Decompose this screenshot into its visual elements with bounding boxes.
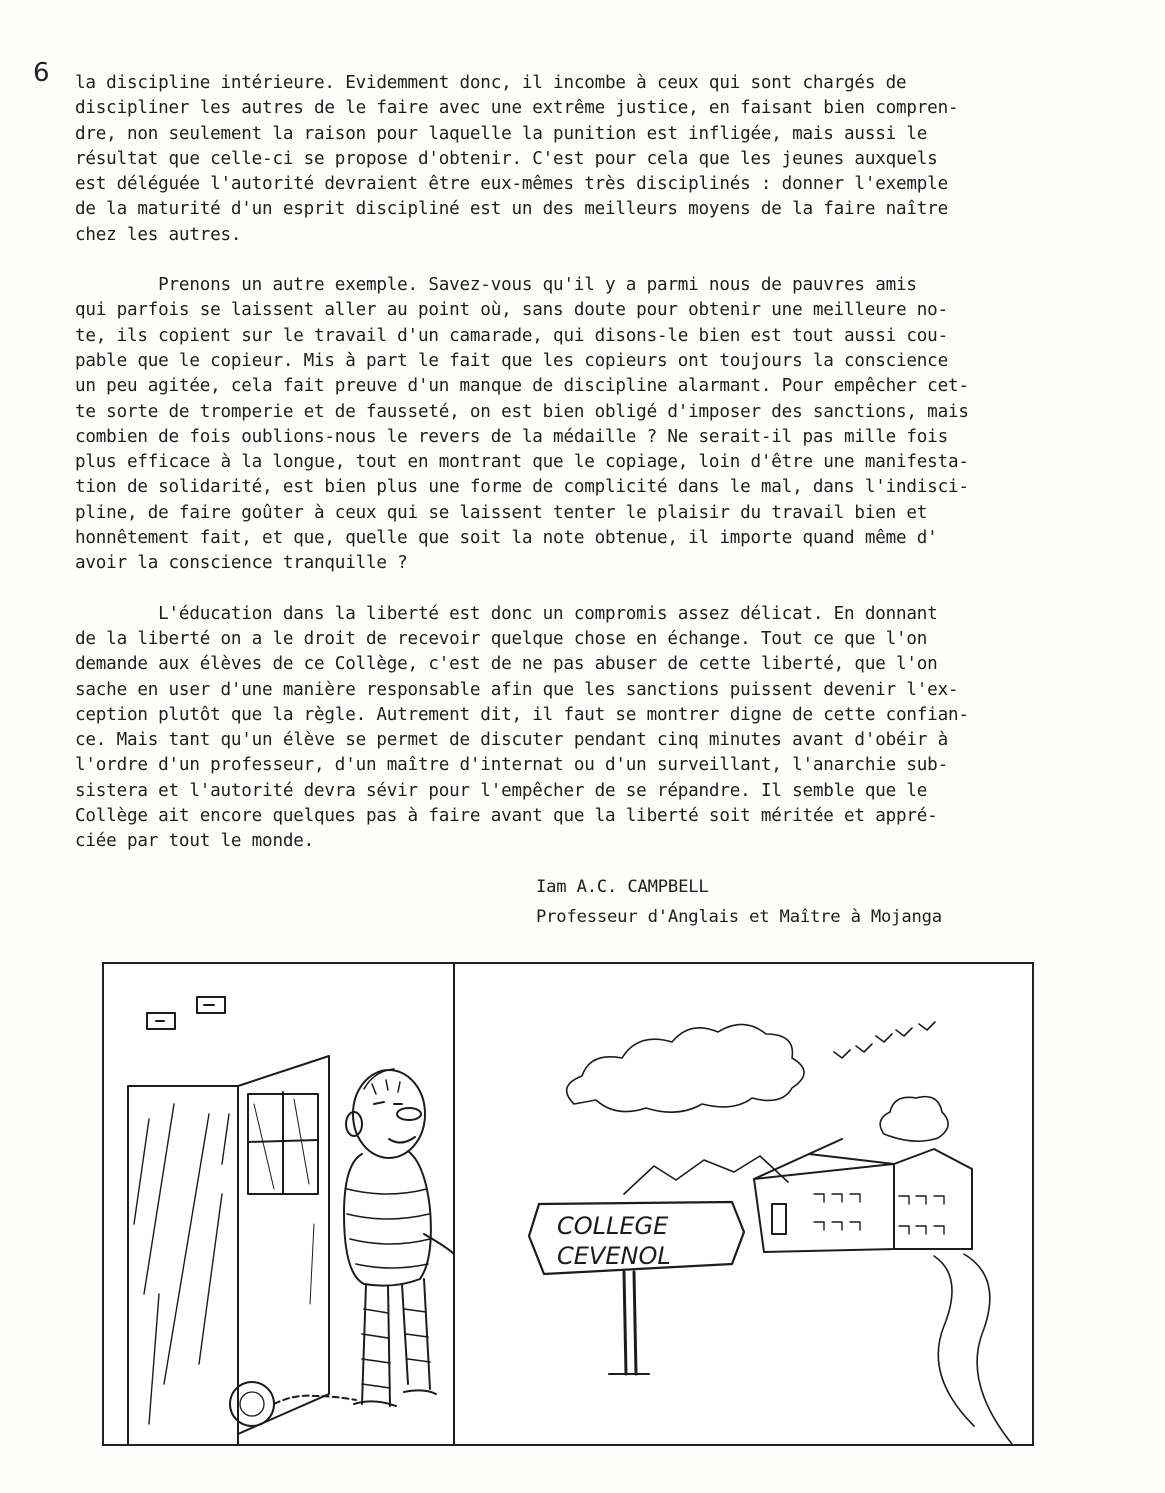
text-line: la discipline intérieure. Evidemment donc, il incombe à ceux qui sont chargés de bbox=[75, 73, 907, 93]
paragraph bbox=[75, 273, 1095, 577]
text-line: qui parfois se laissent aller au point où, sans doute pour obtenir une meilleure no- bbox=[75, 300, 948, 321]
text-line: de la maturité d'un esprit discipliné est un des meilleurs moyens de la faire naître bbox=[75, 199, 948, 220]
paragraph bbox=[75, 71, 1095, 248]
text-line: sistera et l'autorité devra sévir pour l'empêcher de se répandre. Il semble que le bbox=[75, 780, 928, 801]
text-line: ciée par tout le monde. bbox=[75, 831, 315, 852]
cloud-icon bbox=[567, 1024, 948, 1141]
text-line: honnêtement fait, et que, quelle que soit la note obtenue, il importe quand même d' bbox=[75, 528, 938, 549]
text-line: combien de fois oublions-nous le revers de la médaille ? Ne serait-il pas mille fois bbox=[75, 426, 948, 447]
cartoon-drawing bbox=[104, 964, 1032, 1444]
text-line: est déléguée l'autorité devraient être eux-mêmes très disciplinés : donner l'exemple bbox=[75, 174, 948, 195]
birds-icon bbox=[834, 1022, 935, 1058]
text-line: de la liberté on a le droit de recevoir quelque chose en échange. Tout ce que l'on bbox=[75, 628, 928, 649]
article-body bbox=[75, 71, 1095, 855]
text-line: ception plutôt que la règle. Autrement dit, il faut se montrer digne de cette confian- bbox=[75, 704, 969, 725]
text-line: plus efficace à la longue, tout en montrant que le copiage, loin d'être une manifesta- bbox=[75, 452, 969, 473]
text-line: te sorte de tromperie et de fausseté, on est bien obligé d'imposer des sanctions, mais bbox=[75, 401, 969, 422]
sign-label-line1: COLLEGE bbox=[557, 1212, 669, 1240]
text-line: tion de solidarité, est bien plus une forme de complicité dans le mal, dans l'indisci- bbox=[75, 477, 969, 498]
text-line: l'ordre d'un professeur, d'un maître d'internat ou d'un surveillant, l'anarchie sub- bbox=[75, 755, 948, 776]
author-name: Iam A.C. CAMPBELL bbox=[536, 877, 709, 897]
text-line: ce. Mais tant qu'un élève se permet de discuter pendant cinq minutes avant d'obéir à bbox=[75, 730, 948, 751]
text-line: demande aux élèves de ce Collège, c'est de ne pas abuser de cette liberté, que l'on bbox=[75, 654, 938, 675]
text-line: L'éducation dans la liberté est donc un compromis assez délicat. En donnant bbox=[75, 603, 938, 624]
text-line: chez les autres. bbox=[75, 224, 242, 245]
text-line: résultat que celle-ci se propose d'obtenir. C'est pour cela que les jeunes auxquels bbox=[75, 148, 938, 169]
text-line: pable que le copieur. Mis à part le fait que les copieurs ont toujours la conscience bbox=[75, 350, 948, 371]
text-line: dre, non seulement la raison pour laquelle la punition est infligée, mais aussi le bbox=[75, 123, 928, 144]
text-line: te, ils copient sur le travail d'un camarade, qui disons-le bien est tout aussi cou- bbox=[75, 325, 948, 346]
college-building-icon bbox=[754, 1139, 972, 1252]
text-line: Prenons un autre exemple. Savez-vous qu'il y a parmi nous de pauvres amis bbox=[75, 275, 917, 296]
paragraph-gap bbox=[75, 248, 1095, 273]
prison-door-icon bbox=[128, 1056, 329, 1444]
text-line: sache en user d'une manière responsable afin que les sanctions puissent devenir l'ex- bbox=[75, 679, 959, 700]
ball-and-chain-icon bbox=[230, 1382, 356, 1426]
road bbox=[934, 1256, 974, 1426]
signature-block bbox=[536, 872, 942, 932]
author-title: Professeur d'Anglais et Maître à Mojanga bbox=[536, 907, 942, 927]
text-line: Collège ait encore quelques pas à faire avant que la liberté soit méritée et appré- bbox=[75, 806, 938, 827]
text-line: pline, de faire goûter à ceux qui se laissent tenter le plaisir du travail bien et bbox=[75, 502, 928, 523]
page-number: 6 bbox=[33, 58, 50, 88]
text-line: un peu agitée, cela fait preuve d'un manque de discipline alarmant. Pour empêcher cet- bbox=[75, 376, 969, 397]
text-line: discipliner les autres de le faire avec une extrême justice, en faisant bien compren- bbox=[75, 98, 959, 119]
paragraph-gap bbox=[75, 577, 1095, 602]
sign-label-line2: CEVENOL bbox=[557, 1242, 671, 1270]
cartoon-illustration bbox=[102, 962, 1034, 1446]
text-line: avoir la conscience tranquille ? bbox=[75, 553, 408, 574]
paragraph bbox=[75, 602, 1095, 855]
prisoner-figure bbox=[344, 1069, 454, 1406]
